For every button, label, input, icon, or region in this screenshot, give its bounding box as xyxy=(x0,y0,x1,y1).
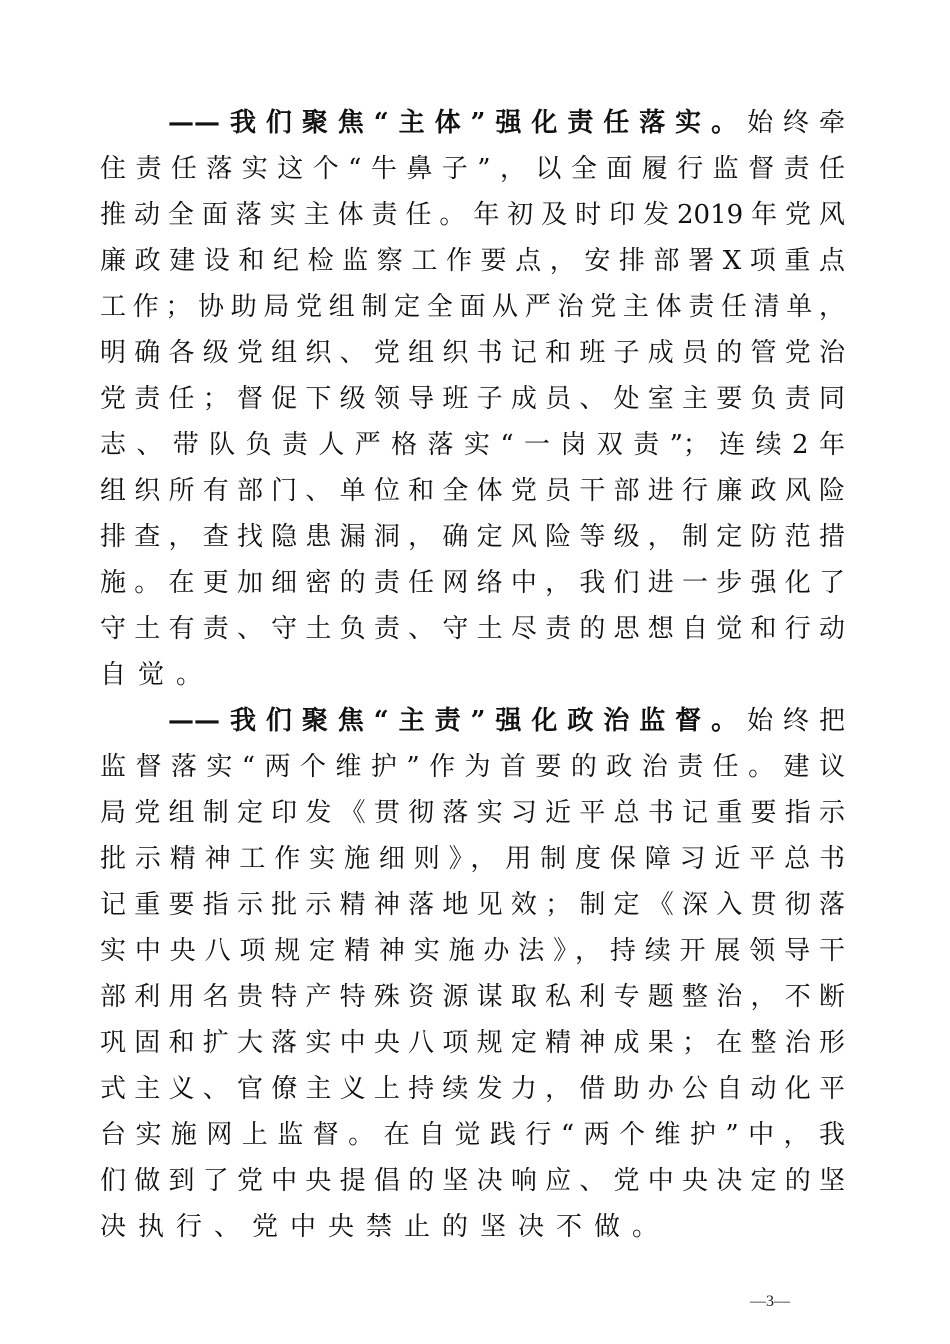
paragraph-1-line-13: 自觉。 xyxy=(100,660,215,690)
page-number: —3— xyxy=(750,1293,790,1310)
paragraph-1-line-8: 志、带队负责人严格落实“一岗双责”；连续2年 xyxy=(100,430,845,460)
paragraph-2-line-7: 部利用名贵特产特殊资源谋取私利专题整治，不断 xyxy=(100,982,845,1012)
paragraph-1-line-7: 党责任；督促下级领导班子成员、处室主要负责同 xyxy=(100,384,845,414)
paragraph-1-text: 始终牵 xyxy=(747,108,845,138)
paragraph-2-line-12: 决执行、党中央禁止的坚决不做。 xyxy=(100,1212,671,1242)
paragraph-1-line-10: 排查，查找隐患漏洞，确定风险等级，制定防范措 xyxy=(100,522,845,552)
paragraph-2-line-4: 批示精神工作实施细则》，用制度保障习近平总书 xyxy=(100,844,845,874)
paragraph-2-text: 始终把 xyxy=(747,706,845,736)
paragraph-2-line-3: 局党组制定印发《贯彻落实习近平总书记重要指示 xyxy=(100,798,845,828)
paragraph-1-line-4: 廉政建设和纪检监察工作要点，安排部署X项重点 xyxy=(100,246,845,276)
paragraph-2-line-8: 巩固和扩大落实中央八项规定精神成果；在整治形 xyxy=(100,1028,845,1058)
paragraph-1-heading: ——我们聚焦“主体”强化责任落实。 xyxy=(168,108,748,138)
paragraph-2-line-11: 们做到了党中央提倡的坚决响应、党中央决定的坚 xyxy=(100,1166,845,1196)
paragraph-2-line-6: 实中央八项规定精神实施办法》，持续开展领导干 xyxy=(100,936,845,966)
paragraph-2-line-1 xyxy=(168,698,845,744)
paragraph-1-line-5: 工作；协助局党组制定全面从严治党主体责任清单， xyxy=(100,292,845,322)
paragraph-2-line-2: 监督落实“两个维护”作为首要的政治责任。建议 xyxy=(100,752,845,782)
paragraph-2-line-5: 记重要指示批示精神落地见效；制定《深入贯彻落 xyxy=(100,890,845,920)
paragraph-1-line-9: 组织所有部门、单位和全体党员干部进行廉政风险 xyxy=(100,476,845,506)
paragraph-1-line-12: 守土有责、守土负责、守土尽责的思想自觉和行动 xyxy=(100,614,845,644)
paragraph-2-heading: ——我们聚焦“主责”强化政治监督。 xyxy=(168,706,748,736)
paragraph-1-line-2: 住责任落实这个“牛鼻子”，以全面履行监督责任 xyxy=(100,154,845,184)
paragraph-1-line-6: 明确各级党组织、党组织书记和班子成员的管党治 xyxy=(100,338,845,368)
paragraph-1-line-11: 施。在更加细密的责任网络中，我们进一步强化了 xyxy=(100,568,845,598)
paragraph-1-line-3: 推动全面落实主体责任。年初及时印发2019年党风 xyxy=(100,200,845,230)
paragraph-2-line-9: 式主义、官僚主义上持续发力，借助办公自动化平 xyxy=(100,1074,845,1104)
paragraph-1-line-1 xyxy=(168,100,845,146)
paragraph-2-line-10: 台实施网上监督。在自觉践行“两个维护”中，我 xyxy=(100,1120,845,1150)
